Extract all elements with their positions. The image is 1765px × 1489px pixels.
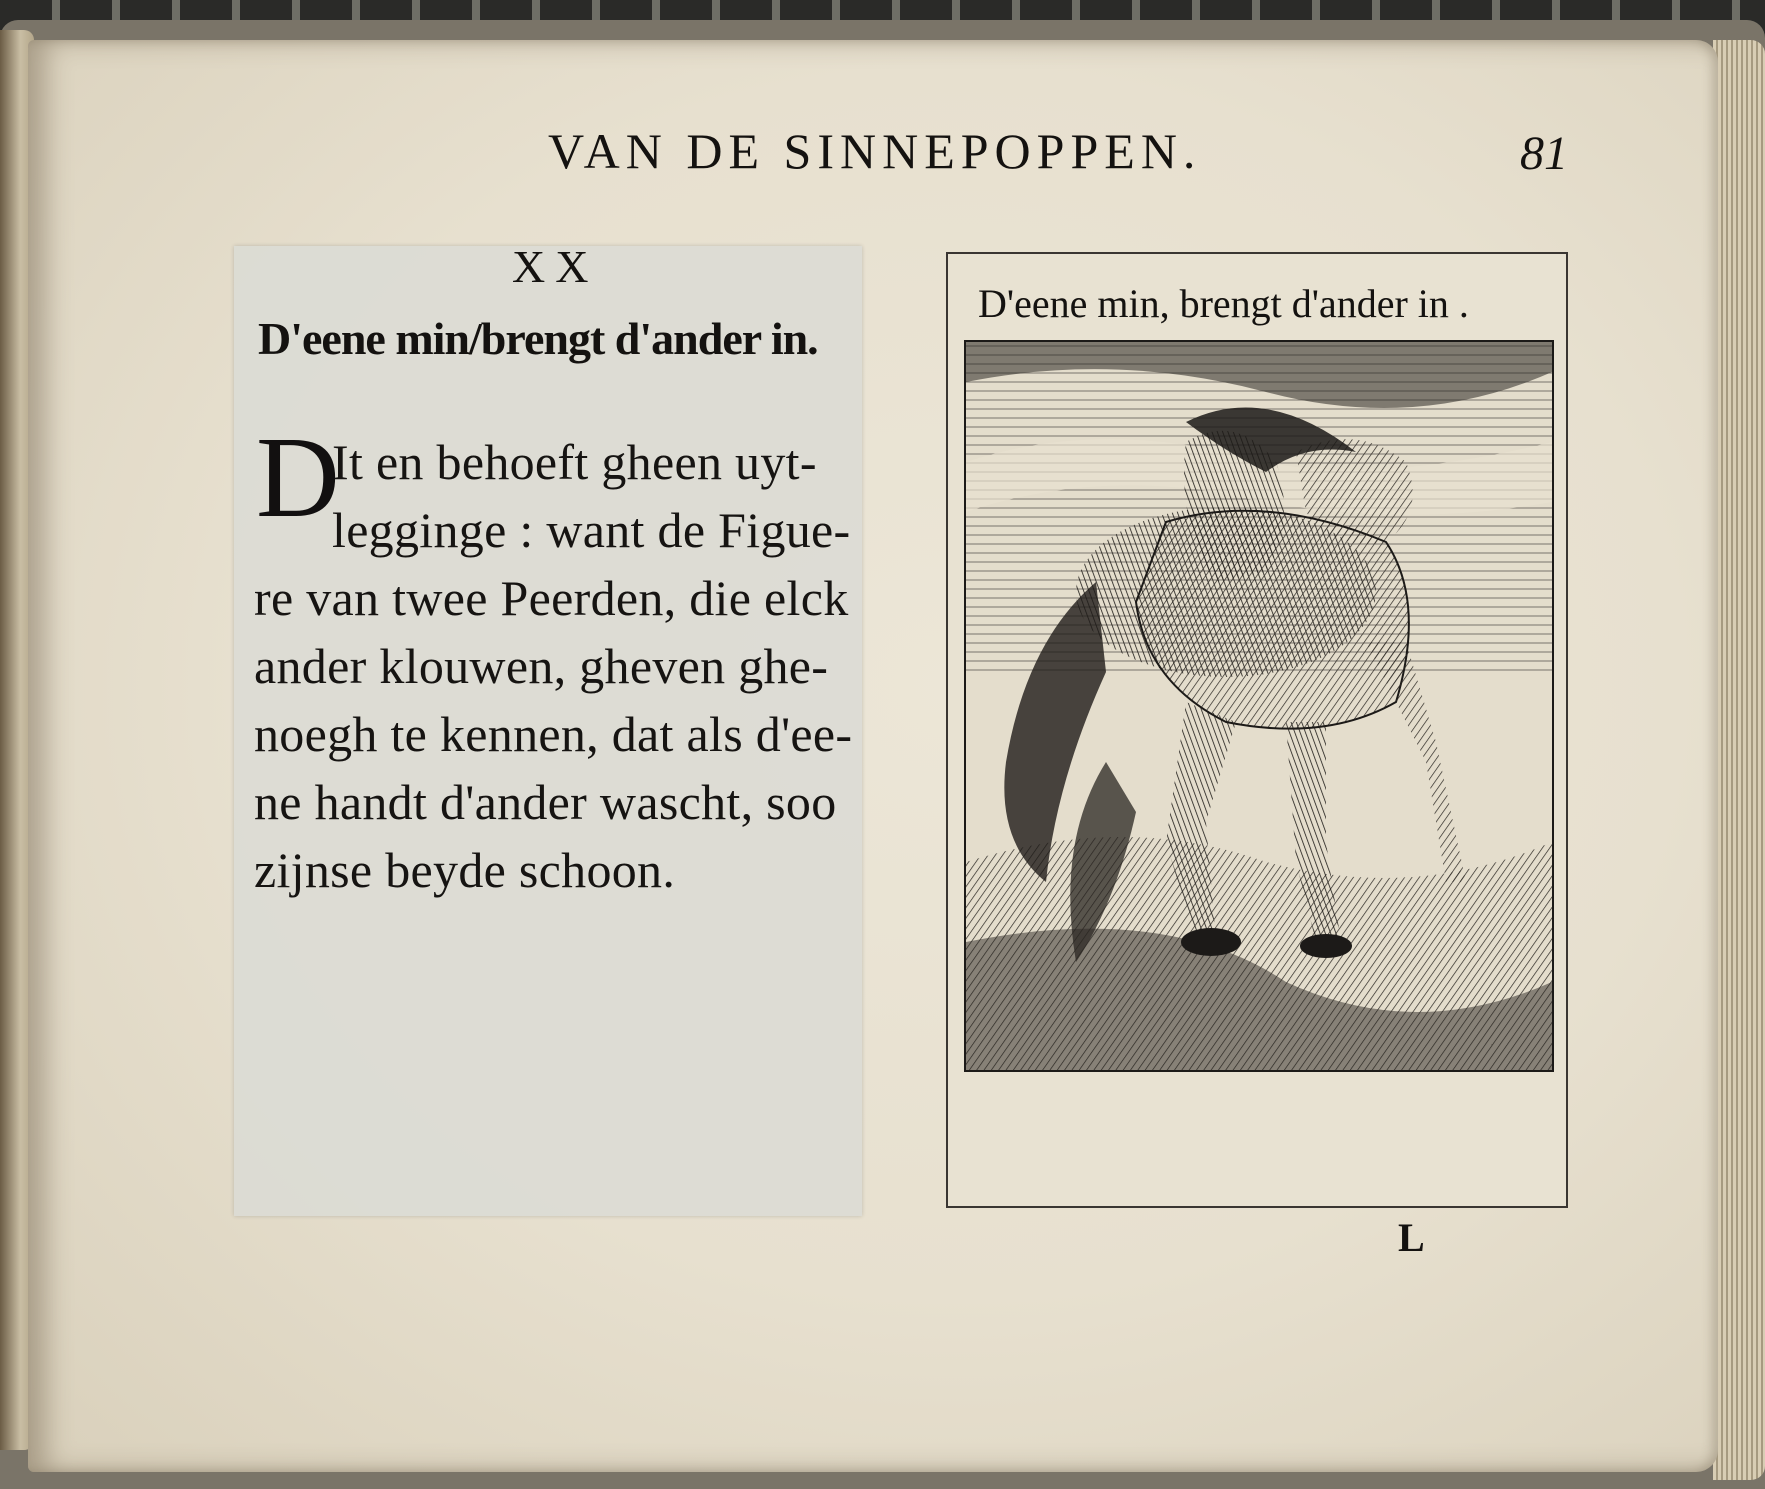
page-number: 81 xyxy=(1520,127,1568,180)
signature-mark: L xyxy=(1398,1215,1425,1260)
commentary-line: re van twee Peerden, die elck xyxy=(254,570,849,626)
commentary-line: ander klouwen, gheven ghe- xyxy=(254,638,829,694)
running-title: VAN DE SINNEPOPPEN. xyxy=(548,123,1202,179)
commentary-line: noegh te kennen, dat als d'ee- xyxy=(254,706,853,762)
emblem-number: XX xyxy=(512,241,599,292)
commentary-line: legginge : want de Figue- xyxy=(332,502,851,558)
page-stack-edges xyxy=(1713,40,1765,1480)
motto-heading: D'eene min/brengt d'ander in. xyxy=(258,313,818,364)
plate-motto: D'eene min, brengt d'ander in . xyxy=(978,281,1469,326)
horse-engraving xyxy=(964,340,1554,1072)
emblem-commentary xyxy=(254,414,874,904)
horses-illustration xyxy=(966,342,1552,1070)
commentary-line: It en behoeft gheen uyt- xyxy=(332,434,817,490)
drop-cap: D xyxy=(256,414,340,542)
commentary-line: zijnse beyde schoon. xyxy=(254,842,676,898)
commentary-line: ne handt d'ander wascht, soo xyxy=(254,774,837,830)
